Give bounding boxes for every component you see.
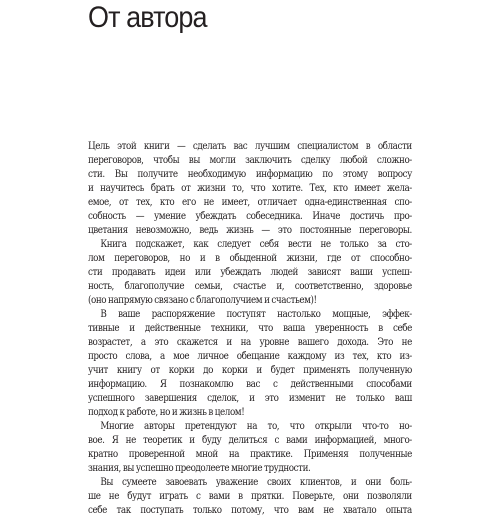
text-line: сти. Вы получите необходимую информацию по этому вопросу — [88, 169, 412, 180]
text-line: кратно проверенной мной на практике. Применяя полученные — [88, 449, 412, 460]
text-line: и научитесь брать от жизни то, что хотите. Тех, кто имеет жела- — [88, 183, 412, 194]
text-line: учит книгу от корки до корки и будет применять полученную — [88, 365, 412, 376]
text-line: ность, благополучие семьи, счастье и, соответственно, здоровье — [88, 281, 412, 292]
text-line: Цель этой книги — сделать вас лучшим специалистом в области — [88, 141, 412, 152]
text-line: успешного завершения сделок, и это изменит не только ваш — [88, 393, 412, 404]
text-line: вое. Я не теоретик и буду делиться с вами информацией, много- — [88, 435, 412, 446]
text-line: Многие авторы претендуют на то, что открыли что-то но- — [100, 421, 412, 432]
text-line: Книга подскажет, как следует себя вести не только за сто- — [100, 239, 412, 250]
text-line: информацию. Я познакомлю вас с действенными способами — [88, 379, 412, 390]
text-line: переговоров, чтобы вы могли заключить сделку любой сложно- — [88, 155, 412, 166]
text-line: возрастет, а это скажется и на уровне вашего дохода. Это не — [88, 337, 412, 348]
text-line: лом переговоров, но и в обыденной жизни, где от способно- — [88, 253, 412, 264]
text-line: подход к работе, но и жизнь в целом! — [88, 407, 245, 418]
body-text — [88, 140, 412, 518]
text-line: собность — умение убеждать собеседника. Иначе достичь про- — [88, 211, 412, 222]
chapter-title: От автора — [88, 1, 207, 34]
text-line: ше не будут играть с вами в прятки. Поверьте, они позволяли — [88, 491, 412, 502]
text-line: цветания невозможно, ведь жизнь — это постоянные переговоры. — [88, 225, 412, 236]
text-line: (оно напрямую связано с благополучием и счастьем)! — [88, 295, 317, 306]
text-line: просто слова, а мое личное обещание каждому из тех, кто из- — [88, 351, 412, 362]
text-line: знания, вы успешно преодолеете многие трудности. — [88, 463, 311, 474]
text-line: сти продавать идеи или убеждать людей зависят ваши успеш- — [88, 267, 412, 278]
text-line: емое, от тех, кто его не имеет, отличает одна-единственная спо- — [88, 197, 412, 208]
text-line: В ваше распоряжение поступят настолько мощные, эффек- — [100, 309, 412, 320]
text-line: себе так поступать только потому, что вам не хватало опыта — [88, 505, 412, 516]
text-line: тивные и действенные техники, что ваша уверенность в себе — [88, 323, 412, 334]
text-line: Вы сумеете завоевать уважение своих клиентов, и они боль- — [100, 477, 412, 488]
